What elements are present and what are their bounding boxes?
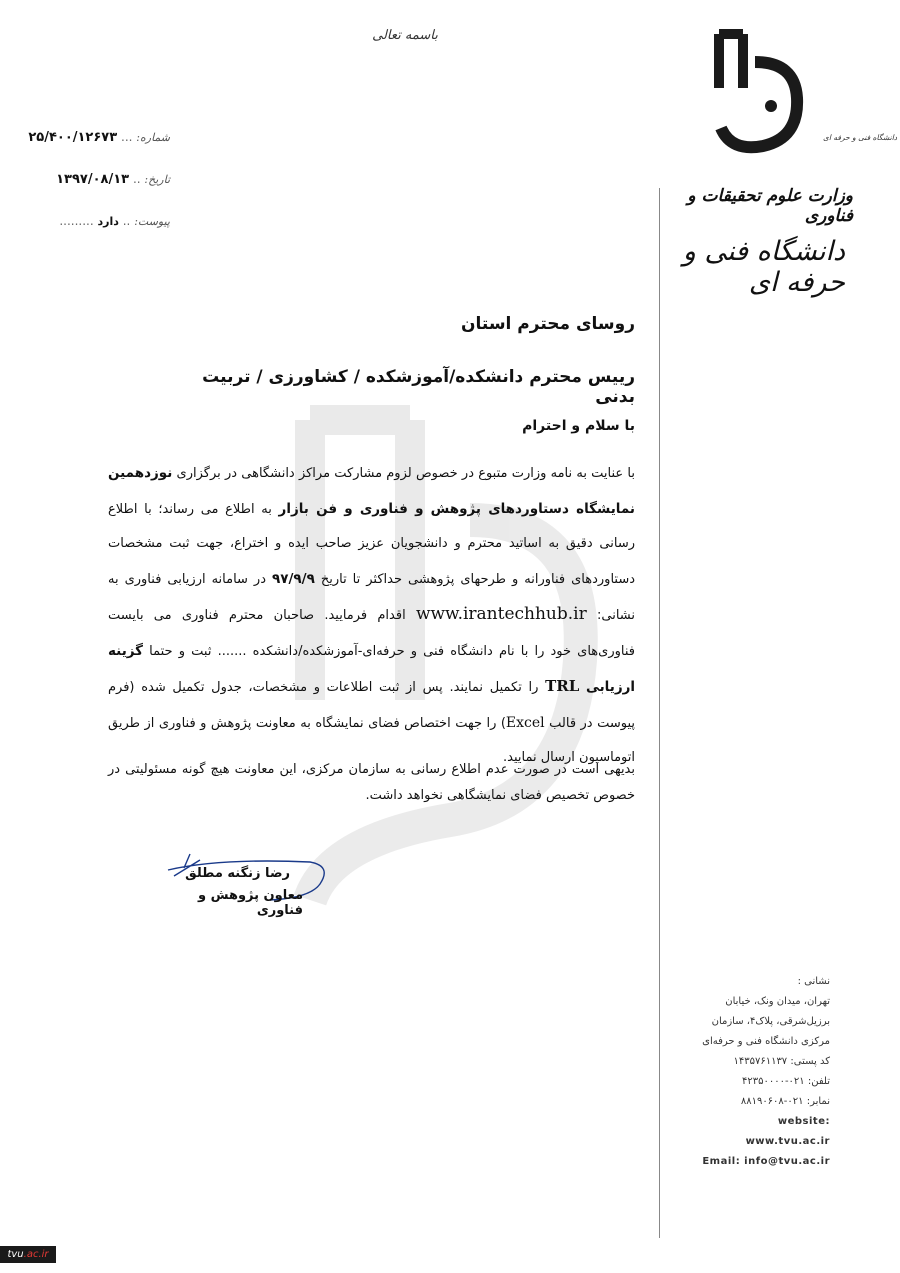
ministry-name: وزارت علوم تحقیقات و فناوری bbox=[687, 186, 853, 226]
letter-attachment-value: دارد bbox=[97, 215, 119, 228]
letter-date: تاریخ: .. ۱۳۹۷/۰۸/۱۳ bbox=[56, 172, 170, 187]
signatory-name: رضا زنگنه مطلق bbox=[185, 866, 290, 881]
fax: نمابر: ۰۲۱-۸۸۱۹۰۶۰۸ bbox=[740, 1096, 830, 1107]
letter-attachment-label: پیوست: bbox=[134, 215, 170, 228]
website-link[interactable]: website: www.tvu.ac.ir bbox=[745, 1116, 830, 1147]
excel-term: Excel bbox=[505, 714, 545, 731]
irantechhub-link[interactable]: www.irantechhub.ir bbox=[415, 604, 587, 624]
closing-paragraph: بدیهی است در صورت عدم اطلاع رسانی به سازمان مرکزی، این معاونت هیچ گونه مسئولیتی در خصوص تخصیص فضای نمایشگاهی نخواهد داشت. bbox=[108, 762, 635, 803]
letter-body: با عنایت به نامه وزارت متبوع در خصوص لزوم مشارکت مراکز دانشگاهی در برگزاری نوزدهمین نمایشگاه دستاوردهای پژوهش و فناوری و فن بازار به اطلاع می رساند؛ با اطلاع رسانی دقیق به اساتید محترم و دانشجویان عزیز صاحب ایده و اختراع، جهت ثبت مشخصات دستاوردهای فناورانه و طرحهای پژوهشی حداکثر تا تاریخ ۹۷/۹/۹ در سامانه ارزیابی فناوری به نشانی: www.irantechhub.ir اقدام فرمایید. صاحبان محترم فناوری می بایست فناوری‌های خود را با نام دانشگاه فنی و حرفه‌ای-آموزشکده/دانشکده ....... ثبت و حتما گزینه ارزیابی TRL را تکمیل نمایند. پس از ثبت اطلاعات و مشخصات، جدول تکمیل شده (فرم پیوست در قالب Excel) را جهت اختصاص فضای نمایشگاه به معاونت پژوهش و فناوری از طریق اتوماسیون ارسال نمایید. bbox=[108, 465, 636, 765]
email-link[interactable]: Email: info@tvu.ac.ir bbox=[702, 1156, 830, 1167]
letter-number-label: شماره: bbox=[136, 131, 170, 144]
evaluation-option: گزینه ارزیابی bbox=[108, 642, 635, 695]
site-stamp: tvu.ac.ir bbox=[0, 1246, 56, 1263]
letter-number-value: ۲۵/۴۰۰/۱۲۶۷۳ bbox=[28, 130, 118, 145]
divider-line bbox=[659, 188, 660, 1238]
address-line-1: تهران، میدان ونک، خیابان bbox=[725, 996, 830, 1007]
address-line-2: برزیل‌شرقی، پلاک۴، سازمان bbox=[711, 1016, 830, 1027]
logo-caption: دانشگاه فنی و حرفه ای bbox=[823, 133, 898, 142]
signatory-title: معاون پژوهش و فناوری bbox=[197, 888, 303, 918]
postal-code: کد پستی: ۱۴۳۵۷۶۱۱۳۷ bbox=[733, 1056, 830, 1067]
university-name: دانشگاه فنی و حرفه ای bbox=[682, 236, 845, 298]
address-label: نشانی : bbox=[797, 976, 830, 987]
university-logo-icon bbox=[705, 28, 898, 163]
deadline-date: ۹۷/۹/۹ bbox=[272, 570, 315, 587]
recipient-line-1: روسای محترم استان bbox=[460, 314, 635, 334]
address-line-3: مرکزی دانشگاه فنی و حرفه‌ای bbox=[702, 1036, 830, 1047]
letter-number: شماره: ... ۲۵/۴۰۰/۱۲۶۷۳ bbox=[28, 130, 170, 145]
greeting: با سلام و احترام bbox=[522, 418, 635, 434]
letter-attachment: پیوست: .. دارد ......... bbox=[59, 214, 170, 228]
address-block bbox=[690, 972, 830, 1172]
trl-term: TRL bbox=[545, 677, 580, 695]
phone: تلفن: ۰۲۱-۴۲۳۵۰۰۰۰ bbox=[741, 1076, 830, 1087]
basmala: باسمه تعالی bbox=[372, 28, 438, 43]
recipient-line-2: رییس محترم دانشکده/آموزشکده / کشاورزی / تربیت بدنی bbox=[202, 367, 635, 407]
exhibition-name: نوزدهمین نمایشگاه دستاوردهای پژوهش و فناوری و فن بازار bbox=[108, 465, 635, 517]
letter-date-value: ۱۳۹۷/۰۸/۱۳ bbox=[56, 172, 130, 187]
letter-date-label: تاریخ: bbox=[144, 173, 170, 186]
